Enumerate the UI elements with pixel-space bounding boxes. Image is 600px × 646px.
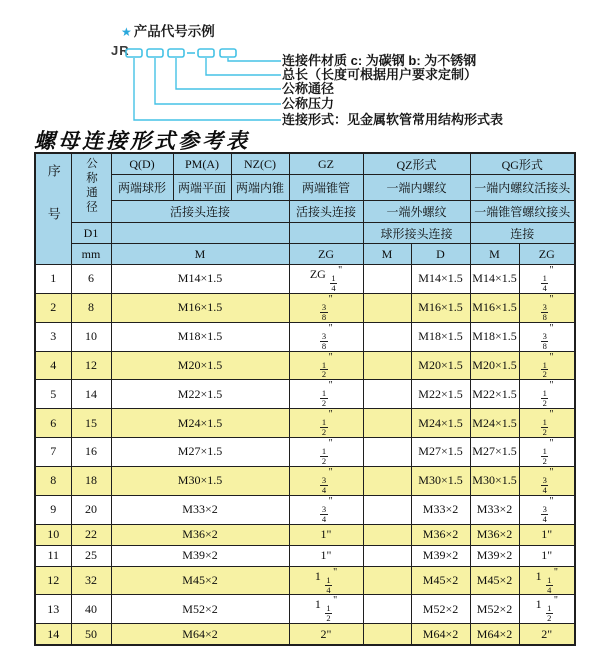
qg-zg-cell: 2": [519, 624, 575, 646]
col-header-pm-code: PM(A): [173, 153, 231, 175]
table-row: [35, 409, 575, 438]
gz-thread-cell: 1 $\frac{1}{2}$ ": [289, 595, 363, 624]
qg-m-cell: M27×1.5: [470, 438, 519, 467]
diameter-mm-cell: 40: [71, 595, 111, 624]
m-thread-cell: M64×2: [111, 624, 289, 646]
qg-m-cell: M52×2: [470, 595, 519, 624]
col-header-qg-code: QG形式: [470, 153, 575, 175]
m-thread-cell: M30×1.5: [111, 466, 289, 495]
row-number-cell: 10: [35, 524, 71, 545]
qz-d-cell: M64×2: [411, 624, 470, 646]
connector-line: [176, 58, 281, 89]
inch-mark: ": [328, 351, 333, 363]
table-row: [35, 524, 575, 545]
header-q-ends: 两端球形: [111, 175, 173, 201]
table-row: [35, 545, 575, 566]
header-mm: mm: [71, 244, 111, 265]
table-row: [35, 495, 575, 524]
qz-m-cell: [363, 351, 411, 380]
table-row: [35, 466, 575, 495]
header-qg-m-unit: M: [470, 244, 519, 265]
inch-fraction: $\frac{1}{4}$: [331, 273, 336, 293]
table-row: [35, 566, 575, 595]
gz-thread-cell: [289, 293, 363, 322]
inch-fraction: $\frac{1}{2}$: [542, 388, 547, 409]
inch-fraction: $\frac{1}{2}$: [321, 388, 327, 409]
qg-zg-cell: 1 $\frac{1}{2}$ ": [519, 595, 575, 624]
qg-zg-cell: [519, 322, 575, 351]
qz-d-cell: M36×2: [411, 524, 470, 545]
table-row: [35, 624, 575, 646]
qg-zg-cell: 1": [519, 545, 575, 566]
header-qz-m-unit: M: [363, 244, 411, 265]
qg-m-cell: M45×2: [470, 566, 519, 595]
row-number-cell: 2: [35, 293, 71, 322]
qg-zg-cell: [519, 293, 575, 322]
header-qz-d-unit: D: [411, 244, 470, 265]
col-header-q-code: Q(D): [111, 153, 173, 175]
inch-mark: ": [333, 566, 338, 578]
m-thread-cell: M52×2: [111, 595, 289, 624]
diameter-mm-cell: 22: [71, 524, 111, 545]
gz-thread-cell: [289, 438, 363, 467]
qg-zg-cell: [519, 265, 575, 294]
gz-thread-cell: [289, 495, 363, 524]
qg-zg-cell: [519, 466, 575, 495]
header-nz-ends: 两端内锥: [231, 175, 289, 201]
row-number-cell: 11: [35, 545, 71, 566]
code-box: [198, 49, 214, 57]
m-thread-cell: M20×1.5: [111, 351, 289, 380]
row-number-cell: 3: [35, 322, 71, 351]
inch-mark: ": [338, 265, 343, 276]
qg-m-cell: M18×1.5: [470, 322, 519, 351]
gz-thread-cell: [289, 351, 363, 380]
inch-mark: ": [549, 293, 554, 305]
qg-zg-cell: [519, 409, 575, 438]
header-gz-connect: 活接头连接: [289, 201, 363, 223]
inch-mark: ": [328, 438, 333, 450]
header-pm-ends: 两端平面: [173, 175, 231, 201]
table-title: 螺母连接形式参考表: [34, 128, 250, 153]
gz-thread-cell: 1": [289, 524, 363, 545]
table-row: [35, 351, 575, 380]
product-code-prefix: JR: [111, 43, 130, 58]
header-zg-unit: ZG: [289, 244, 363, 265]
header-qz-row4: 球形接头连接: [363, 223, 470, 244]
qg-zg-cell: [519, 495, 575, 524]
col-header-diameter: 公称通径: [71, 153, 111, 223]
diagram-label: 公称压力: [282, 96, 335, 111]
qg-m-cell: M24×1.5: [470, 409, 519, 438]
qz-m-cell: [363, 524, 411, 545]
table-row: [35, 322, 575, 351]
qg-m-cell: M30×1.5: [470, 466, 519, 495]
diagram-title-text: 产品代号示例: [133, 24, 215, 39]
inch-fraction: $\frac{1}{4}$: [326, 574, 331, 595]
inch-mark: ": [553, 595, 558, 607]
table-row: [35, 293, 575, 322]
m-thread-cell: M14×1.5: [111, 265, 289, 294]
header-qg-zg-unit: ZG: [519, 244, 575, 265]
qz-d-cell: M52×2: [411, 595, 470, 624]
header-m-unit: M: [111, 244, 289, 265]
gz-thread-cell: [289, 380, 363, 409]
diameter-mm-cell: 32: [71, 566, 111, 595]
qz-m-cell: [363, 265, 411, 294]
inch-mark: ": [549, 351, 554, 363]
inch-mark: ": [549, 322, 554, 334]
qg-m-cell: M16×1.5: [470, 293, 519, 322]
gz-thread-cell: [289, 466, 363, 495]
row-number-cell: 5: [35, 380, 71, 409]
qg-zg-cell: [519, 351, 575, 380]
qz-d-cell: M22×1.5: [411, 380, 470, 409]
qz-d-cell: M14×1.5: [411, 265, 470, 294]
qz-m-cell: [363, 624, 411, 646]
diameter-mm-cell: 15: [71, 409, 111, 438]
qz-d-cell: M33×2: [411, 495, 470, 524]
qz-m-cell: [363, 466, 411, 495]
header-qg-row3: 一端锥管螺纹接头: [470, 201, 575, 223]
inch-mark: ": [549, 438, 554, 450]
m-thread-cell: M39×2: [111, 545, 289, 566]
qz-d-cell: M27×1.5: [411, 438, 470, 467]
qz-m-cell: [363, 322, 411, 351]
diagram-label: 连接形式：见金属软管常用结构形式表: [282, 112, 504, 127]
qg-zg-cell: 1 $\frac{1}{4}$ ": [519, 566, 575, 595]
qz-d-cell: M16×1.5: [411, 293, 470, 322]
qg-m-cell: M36×2: [470, 524, 519, 545]
m-thread-cell: M33×2: [111, 495, 289, 524]
qg-m-cell: M64×2: [470, 624, 519, 646]
inch-fraction: $\frac{1}{2}$: [321, 446, 327, 466]
header-qg-row2: 一端内螺纹活接头: [470, 175, 575, 201]
inch-mark: ": [549, 380, 554, 392]
inch-fraction: $\frac{3}{8}$: [542, 301, 547, 322]
inch-fraction: $\frac{3}{8}$: [542, 330, 547, 351]
inch-mark: ": [549, 409, 554, 421]
inch-mark: ": [328, 293, 333, 305]
m-thread-cell: M36×2: [111, 524, 289, 545]
inch-fraction: $\frac{1}{4}$: [542, 273, 547, 293]
row-number-cell: 8: [35, 466, 71, 495]
qz-d-cell: M18×1.5: [411, 322, 470, 351]
table-row: [35, 438, 575, 467]
m-thread-cell: M16×1.5: [111, 293, 289, 322]
inch-fraction: $\frac{1}{2}$: [326, 603, 331, 624]
code-box: [168, 49, 184, 57]
inch-fraction: $\frac{1}{2}$: [542, 446, 547, 466]
header-qz-row2: 一端内螺纹: [363, 175, 470, 201]
qg-m-cell: M39×2: [470, 545, 519, 566]
row-number-cell: 14: [35, 624, 71, 646]
diameter-mm-cell: 20: [71, 495, 111, 524]
m-thread-cell: M18×1.5: [111, 322, 289, 351]
diameter-mm-cell: 10: [71, 322, 111, 351]
qz-m-cell: [363, 495, 411, 524]
diagram-label: 公称通径: [282, 81, 335, 96]
row-number-cell: 12: [35, 566, 71, 595]
diameter-mm-cell: 12: [71, 351, 111, 380]
diameter-mm-cell: 18: [71, 466, 111, 495]
inch-mark: ": [549, 466, 554, 478]
qg-zg-cell: 1": [519, 524, 575, 545]
inch-fraction: $\frac{1}{2}$: [542, 359, 547, 380]
code-box: [126, 49, 142, 57]
row-number-cell: 6: [35, 409, 71, 438]
inch-fraction: $\frac{3}{8}$: [321, 301, 327, 322]
gz-thread-cell: ZG $\frac{1}{4}$ ": [289, 265, 363, 294]
diameter-mm-cell: 50: [71, 624, 111, 646]
star-icon: ★: [121, 25, 132, 39]
diameter-mm-cell: 14: [71, 380, 111, 409]
code-box: [220, 49, 236, 57]
qg-m-cell: M14×1.5: [470, 265, 519, 294]
row-number-cell: 7: [35, 438, 71, 467]
connector-line: [155, 58, 281, 104]
header-union-connect: 活接头连接: [111, 201, 289, 223]
header-qg-row4: 连接: [470, 223, 575, 244]
row-number-cell: 9: [35, 495, 71, 524]
nut-connection-reference-table: [34, 152, 576, 646]
inch-mark: ": [328, 409, 333, 421]
gz-thread-cell: 1 $\frac{1}{4}$ ": [289, 566, 363, 595]
gz-thread-cell: 2": [289, 624, 363, 646]
diagram-label: 连接件材质 c: 为碳钢 b: 为不锈钢: [282, 53, 477, 68]
diameter-mm-cell: 16: [71, 438, 111, 467]
inch-fraction: $\frac{3}{4}$: [321, 474, 327, 495]
qg-m-cell: M20×1.5: [470, 351, 519, 380]
qz-m-cell: [363, 409, 411, 438]
table-row: [35, 265, 575, 294]
gz-thread-cell: 1": [289, 545, 363, 566]
qg-zg-cell: [519, 380, 575, 409]
diameter-mm-cell: 25: [71, 545, 111, 566]
gz-thread-cell: [289, 409, 363, 438]
qz-m-cell: [363, 566, 411, 595]
inch-mark: ": [333, 595, 338, 607]
qz-d-cell: M30×1.5: [411, 466, 470, 495]
inch-fraction: $\frac{3}{4}$: [321, 503, 327, 524]
table-header: [35, 153, 575, 265]
col-header-qz-code: QZ形式: [363, 153, 470, 175]
inch-mark: ": [328, 495, 333, 507]
header-d1: D1: [71, 223, 111, 244]
empty-cell: [289, 223, 363, 244]
m-thread-cell: M24×1.5: [111, 409, 289, 438]
qg-m-cell: M22×1.5: [470, 380, 519, 409]
qz-m-cell: [363, 438, 411, 467]
diameter-mm-cell: 6: [71, 265, 111, 294]
qz-d-cell: M20×1.5: [411, 351, 470, 380]
m-thread-cell: M22×1.5: [111, 380, 289, 409]
col-header-gz-code: GZ: [289, 153, 363, 175]
inch-fraction: $\frac{1}{2}$: [547, 603, 552, 624]
m-thread-cell: M45×2: [111, 566, 289, 595]
row-number-cell: 4: [35, 351, 71, 380]
header-qz-row3: 一端外螺纹: [363, 201, 470, 223]
inch-fraction: $\frac{3}{4}$: [542, 474, 547, 495]
diameter-mm-cell: 8: [71, 293, 111, 322]
row-number-cell: 13: [35, 595, 71, 624]
inch-fraction: $\frac{1}{4}$: [547, 574, 552, 595]
inch-mark: ": [328, 322, 333, 334]
gz-thread-cell: [289, 322, 363, 351]
connector-line: [228, 58, 281, 61]
code-box: [147, 49, 163, 57]
table-body: [35, 265, 575, 646]
qz-d-cell: M24×1.5: [411, 409, 470, 438]
qg-m-cell: M33×2: [470, 495, 519, 524]
qz-m-cell: [363, 545, 411, 566]
inch-mark: ": [553, 566, 558, 578]
row-number-cell: 1: [35, 265, 71, 294]
table-row: [35, 380, 575, 409]
m-thread-cell: M27×1.5: [111, 438, 289, 467]
inch-fraction: $\frac{3}{4}$: [542, 503, 547, 524]
inch-mark: ": [328, 380, 333, 392]
inch-fraction: $\frac{1}{2}$: [542, 417, 547, 438]
qz-d-cell: M39×2: [411, 545, 470, 566]
inch-mark: ": [549, 495, 554, 507]
col-header-seq: 序号: [35, 153, 71, 265]
qz-d-cell: M45×2: [411, 566, 470, 595]
inch-fraction: $\frac{3}{8}$: [321, 330, 327, 351]
inch-fraction: $\frac{1}{2}$: [321, 417, 327, 438]
diagram-label: 总长（长度可根据用户要求定制）: [282, 67, 478, 82]
qz-m-cell: [363, 380, 411, 409]
header-gz-ends: 两端锥管: [289, 175, 363, 201]
inch-mark: ": [328, 466, 333, 478]
inch-fraction: $\frac{1}{2}$: [321, 359, 327, 380]
col-header-nz-code: NZ(C): [231, 153, 289, 175]
qz-m-cell: [363, 595, 411, 624]
table-row: [35, 595, 575, 624]
qg-zg-cell: [519, 438, 575, 467]
empty-cell: [111, 223, 289, 244]
inch-mark: ": [549, 265, 554, 276]
qz-m-cell: [363, 293, 411, 322]
